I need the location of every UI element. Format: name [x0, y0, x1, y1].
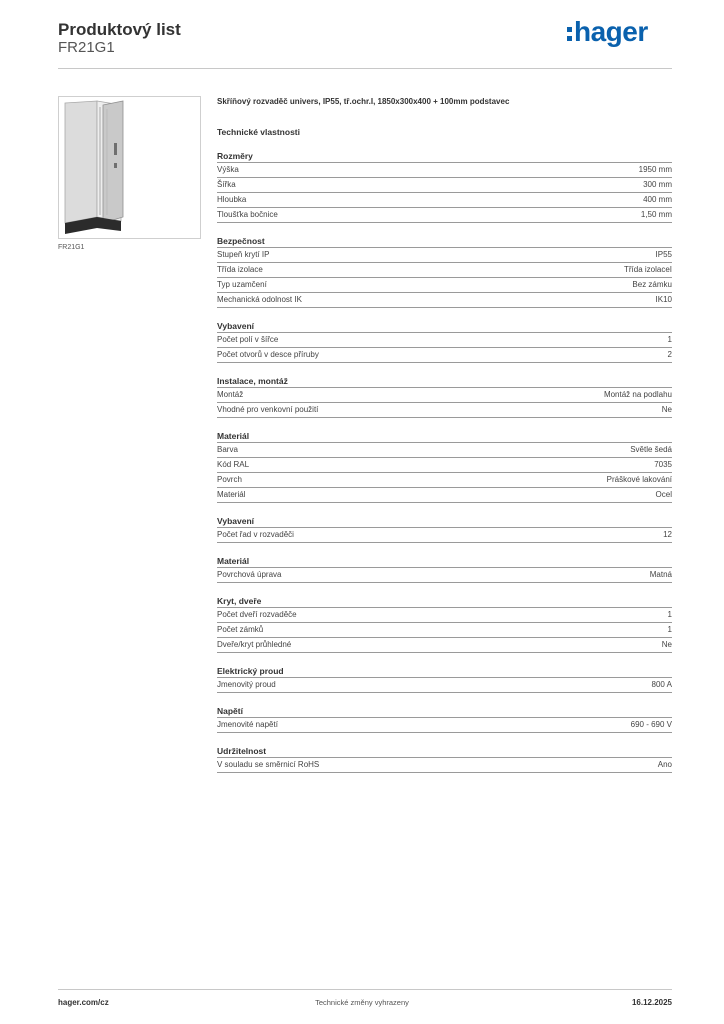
row-label: Výška	[217, 165, 239, 174]
section-title: Elektrický proud	[217, 665, 672, 678]
section-title: Vybavení	[217, 320, 672, 333]
section-title: Rozměry	[217, 150, 672, 163]
section-safety	[217, 235, 672, 308]
section-title: Kryt, dveře	[217, 595, 672, 608]
footer-website-link[interactable]: hager.com/cz	[58, 998, 109, 1007]
row-value: 800 A	[651, 680, 672, 689]
row-label: Počet řad v rozvaděči	[217, 530, 294, 539]
section-title: Vybavení	[217, 515, 672, 528]
table-row	[217, 678, 672, 693]
row-label: V souladu se směrnicí RoHS	[217, 760, 320, 769]
section-title: Napětí	[217, 705, 672, 718]
section-sustainability	[217, 745, 672, 773]
table-row	[217, 568, 672, 583]
table-row	[217, 528, 672, 543]
table-row	[217, 293, 672, 308]
section-title: Materiál	[217, 430, 672, 443]
table-row	[217, 248, 672, 263]
table-row	[217, 638, 672, 653]
section-title: Udržitelnost	[217, 745, 672, 758]
section-title: Instalace, montáž	[217, 375, 672, 388]
row-value: 12	[663, 530, 672, 539]
row-label: Povrchová úprava	[217, 570, 282, 579]
row-value: Ano	[657, 760, 672, 769]
row-value: Ocel	[655, 490, 672, 499]
row-value: 7035	[654, 460, 672, 469]
table-row	[217, 403, 672, 418]
table-row	[217, 488, 672, 503]
row-label: Třída izolace	[217, 265, 263, 274]
section-voltage	[217, 705, 672, 733]
section-title: Bezpečnost	[217, 235, 672, 248]
section-electric-current	[217, 665, 672, 693]
product-description: Skříňový rozvaděč univers, IP55, tř.ochr.I, 1850x300x400 + 100mm podstavec	[217, 97, 510, 106]
row-value: 400 mm	[643, 195, 672, 204]
table-row	[217, 458, 672, 473]
table-row	[217, 208, 672, 223]
footer-date: 16.12.2025	[631, 998, 672, 1007]
row-label: Materiál	[217, 490, 246, 499]
section-dimensions	[217, 150, 672, 223]
row-label: Povrch	[217, 475, 242, 484]
row-value: Bez zámku	[632, 280, 672, 289]
table-row	[217, 388, 672, 403]
row-label: Jmenovité napětí	[217, 720, 278, 729]
section-material-finish	[217, 555, 672, 583]
section-title: Materiál	[217, 555, 672, 568]
image-caption: FR21G1	[58, 244, 85, 251]
section-installation	[217, 375, 672, 418]
page-title: Produktový list	[58, 20, 181, 39]
row-label: Hloubka	[217, 195, 247, 204]
row-label: Mechanická odolnost IK	[217, 295, 302, 304]
row-label: Kód RAL	[217, 460, 250, 469]
row-value: 1,50 mm	[640, 210, 672, 219]
section-equipment-rows	[217, 515, 672, 543]
logo-dots-icon	[567, 27, 572, 41]
row-value: Světle šedá	[630, 445, 672, 454]
row-value: Ne	[661, 640, 672, 649]
table-row	[217, 163, 672, 178]
row-label: Počet polí v šířce	[217, 335, 279, 344]
table-row	[217, 278, 672, 293]
row-value: 1950 mm	[638, 165, 672, 174]
row-label: Dveře/kryt průhledné	[217, 640, 292, 649]
product-code: FR21G1	[58, 39, 115, 56]
hager-logo	[567, 16, 648, 48]
row-value: 1	[667, 625, 672, 634]
row-label: Typ uzamčení	[217, 280, 267, 289]
table-row	[217, 473, 672, 488]
row-label: Počet zámků	[217, 625, 264, 634]
table-row	[217, 718, 672, 733]
table-row	[217, 333, 672, 348]
table-row	[217, 623, 672, 638]
row-value: 2	[667, 350, 672, 359]
table-row	[217, 263, 672, 278]
row-value: Ne	[661, 405, 672, 414]
section-equipment	[217, 320, 672, 363]
footer-note: Technické změny vyhrazeny	[315, 998, 409, 1007]
table-row	[217, 443, 672, 458]
technical-properties-heading: Technické vlastnosti	[217, 127, 300, 137]
row-label: Počet otvorů v desce příruby	[217, 350, 319, 359]
product-details	[217, 96, 672, 785]
row-label: Stupeň krytí IP	[217, 250, 270, 259]
product-image	[58, 96, 201, 239]
row-label: Šířka	[217, 180, 236, 189]
footer-divider	[58, 989, 672, 990]
cabinet-illustration-icon	[59, 97, 200, 238]
row-value: Práškové lakování	[606, 475, 672, 484]
row-value: IK10	[655, 295, 672, 304]
row-label: Montáž	[217, 390, 244, 399]
row-value: 300 mm	[643, 180, 672, 189]
row-value: 1	[667, 335, 672, 344]
row-label: Počet dveří rozvaděče	[217, 610, 297, 619]
table-row	[217, 758, 672, 773]
header-divider	[58, 68, 672, 69]
table-row	[217, 608, 672, 623]
row-value: Třída izolaceI	[623, 265, 672, 274]
table-row	[217, 348, 672, 363]
row-label: Tloušťka bočnice	[217, 210, 278, 219]
logo-text: hager	[574, 16, 648, 47]
row-value: 690 - 690 V	[630, 720, 672, 729]
section-cover-doors	[217, 595, 672, 653]
section-material	[217, 430, 672, 503]
row-value: IP55	[655, 250, 672, 259]
row-value: Matná	[649, 570, 672, 579]
row-label: Barva	[217, 445, 238, 454]
row-value: Montáž na podlahu	[603, 390, 672, 399]
row-value: 1	[667, 610, 672, 619]
row-label: Jmenovitý proud	[217, 680, 276, 689]
row-label: Vhodné pro venkovní použití	[217, 405, 319, 414]
table-row	[217, 178, 672, 193]
table-row	[217, 193, 672, 208]
